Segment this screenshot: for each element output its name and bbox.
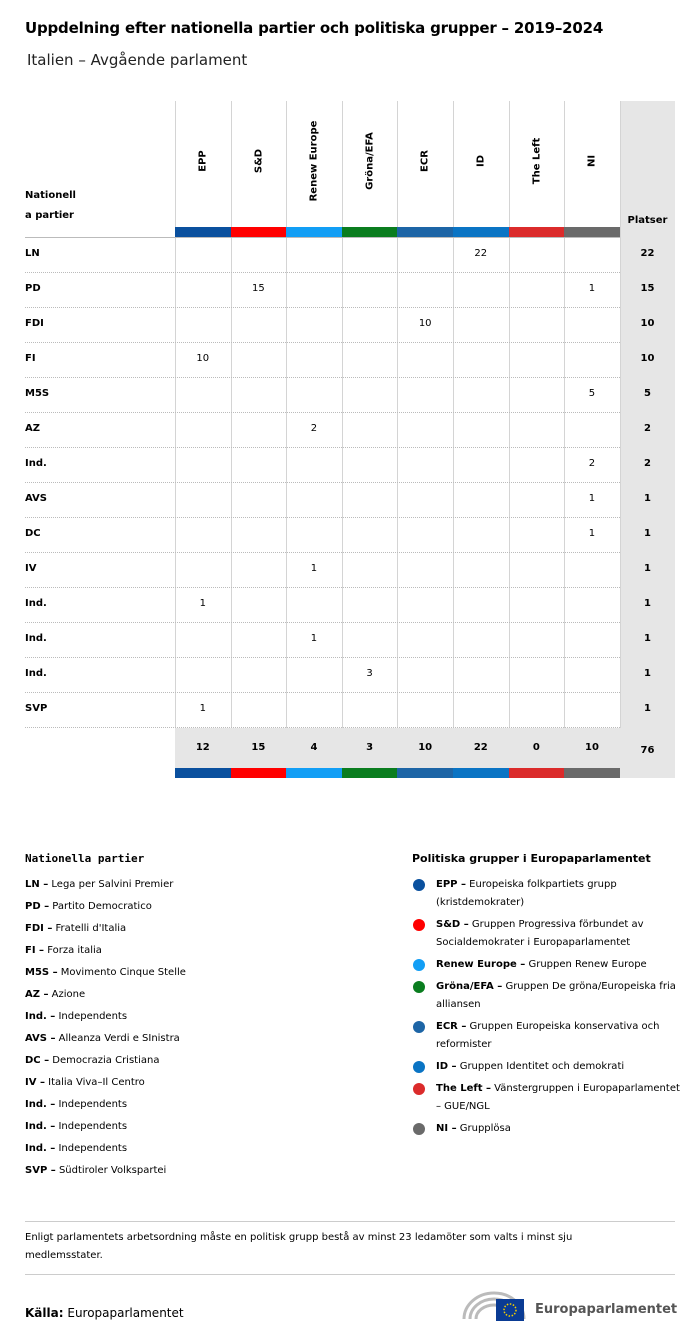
table-cell-value: 10	[196, 353, 210, 364]
row-divider	[25, 727, 620, 728]
group-legend-item	[412, 1080, 682, 1116]
table-cell-value: 1	[199, 598, 206, 609]
legend-name: Fratelli d'Italia	[52, 923, 127, 934]
group-color-bar	[397, 227, 453, 237]
legend-abbr: PD –	[25, 901, 50, 912]
group-color-bar	[509, 768, 565, 778]
legend-abbr: AZ –	[25, 989, 49, 1000]
legend-abbr: DC –	[25, 1055, 50, 1066]
group-header	[286, 101, 342, 226]
group-color-bar	[286, 227, 342, 237]
group-header-label: ECR	[419, 150, 431, 172]
group-header	[397, 101, 453, 226]
row-party-label: M5S	[25, 388, 50, 399]
table-cell-value: 2	[588, 458, 596, 469]
row-total: 1	[644, 703, 651, 714]
row-header: Nationella partier	[25, 190, 76, 221]
national-legend-item	[25, 989, 385, 1011]
national-legend-item	[25, 967, 385, 989]
legend-abbr: EPP –	[436, 879, 466, 890]
legend-abbr: Gröna/EFA –	[436, 981, 503, 992]
column-total: 15	[251, 742, 266, 753]
group-color-bar	[175, 768, 231, 778]
legend-name: Lega per Salvini Premier	[48, 879, 174, 890]
legend-abbr: IV –	[25, 1077, 45, 1088]
group-color-dot	[413, 1123, 425, 1135]
source	[25, 1306, 184, 1320]
table-cell-value: 5	[588, 388, 596, 399]
row-party-label: Ind.	[25, 598, 47, 609]
row-divider	[25, 552, 620, 553]
group-color-dot	[413, 919, 425, 931]
legend-name: Italia Viva–Il Centro	[44, 1077, 145, 1088]
row-party-label: Ind.	[25, 668, 47, 679]
row-total: 2	[644, 458, 651, 469]
group-color-bar	[286, 768, 342, 778]
row-party-label: SVP	[25, 703, 48, 714]
row-divider	[25, 482, 620, 483]
chart-subtitle: Italien – Avgående parlament	[27, 51, 248, 69]
column-total: 0	[532, 742, 540, 753]
row-party-label: FDI	[25, 318, 44, 329]
row-divider	[25, 412, 620, 413]
legend-name: Europeiska folkpartiets grupp (kristdemokrater)	[436, 879, 617, 908]
group-legend-item	[412, 1058, 682, 1076]
group-legend-item	[412, 1018, 682, 1054]
row-party-label: FI	[25, 353, 36, 364]
column-total: 10	[418, 742, 433, 753]
legend-abbr: S&D –	[436, 919, 469, 930]
row-divider	[25, 447, 620, 448]
group-color-dot	[413, 1083, 425, 1095]
row-divider	[25, 692, 620, 693]
group-color-dot	[413, 1061, 425, 1073]
total-header: Platser	[627, 215, 668, 226]
legend-abbr: Ind. –	[25, 1143, 56, 1154]
legend-abbr: FI –	[25, 945, 45, 956]
row-divider	[25, 587, 620, 588]
group-color-bar	[397, 768, 453, 778]
hemicycle-icon	[460, 1285, 530, 1325]
header-rule	[25, 237, 620, 238]
group-legend-item	[412, 1120, 682, 1138]
divider	[25, 1274, 675, 1275]
legend-name: Partito Democratico	[49, 901, 152, 912]
row-divider	[25, 622, 620, 623]
group-color-bar	[175, 227, 231, 237]
column-total: 22	[473, 742, 488, 753]
table-cell-value: 2	[310, 423, 318, 434]
group-legend-item	[412, 978, 682, 1014]
group-color-dot	[413, 959, 425, 971]
row-total: 10	[640, 353, 655, 364]
national-legend	[25, 879, 385, 1187]
legend-name: Independents	[55, 1099, 128, 1110]
group-color-dot	[413, 879, 425, 891]
row-total: 5	[644, 388, 651, 399]
legend-abbr: Ind. –	[25, 1121, 56, 1132]
row-total: 1	[644, 668, 651, 679]
row-total: 1	[644, 528, 651, 539]
legend-name: Democrazia Cristiana	[49, 1055, 160, 1066]
legend-abbr: AVS –	[25, 1033, 56, 1044]
legend-name: Gruppen Identitet och demokrati	[456, 1061, 625, 1072]
group-color-bar	[564, 227, 620, 237]
group-color-dot	[413, 1021, 425, 1033]
row-party-label: Ind.	[25, 458, 47, 469]
row-total: 1	[644, 493, 651, 504]
table-cell-value: 1	[588, 528, 596, 539]
legend-name: Gruppen Europeiska konservativa och reformister	[436, 1021, 660, 1050]
group-legend-item	[412, 876, 682, 912]
row-total: 10	[640, 318, 655, 329]
national-legend-item	[25, 1077, 385, 1099]
table-cell-value: 15	[252, 283, 265, 294]
national-legend-item	[25, 901, 385, 923]
group-header-label: The Left	[531, 137, 543, 185]
legend-name: Alleanza Verdi e SInistra	[55, 1033, 180, 1044]
ep-logo	[460, 1285, 680, 1325]
group-header	[342, 101, 398, 226]
row-divider	[25, 657, 620, 658]
group-color-bar	[231, 768, 287, 778]
ep-logo-text: Europaparlamentet	[535, 1302, 678, 1317]
group-color-bar	[342, 768, 398, 778]
group-header	[453, 101, 509, 226]
grand-total: 76	[640, 745, 655, 756]
table-cell-value: 1	[310, 633, 318, 644]
row-divider	[25, 377, 620, 378]
divider	[25, 1221, 675, 1222]
group-color-bar	[342, 227, 398, 237]
column-total: 3	[366, 742, 374, 753]
group-header	[231, 101, 287, 226]
row-total: 15	[640, 283, 655, 294]
national-legend-item	[25, 1055, 385, 1077]
legend-name: Azione	[48, 989, 86, 1000]
legend-abbr: FDI –	[25, 923, 53, 934]
row-party-label: AZ	[25, 423, 40, 434]
table-cell-value: 22	[474, 248, 488, 259]
legend-name: Grupplösa	[456, 1123, 511, 1134]
legend-name: Independents	[55, 1143, 128, 1154]
groups-legend	[412, 876, 682, 1142]
group-color-bar	[453, 227, 509, 237]
row-divider	[25, 342, 620, 343]
legend-abbr: Ind. –	[25, 1011, 56, 1022]
row-party-label: Ind.	[25, 633, 47, 644]
national-legend-item	[25, 945, 385, 967]
row-divider	[25, 517, 620, 518]
table-cell-value: 1	[310, 563, 318, 574]
legend-abbr: SVP –	[25, 1165, 56, 1176]
group-header-label: Gröna/EFA	[364, 132, 376, 190]
national-legend-item	[25, 1143, 385, 1165]
column-total: 12	[195, 742, 210, 753]
row-divider	[25, 307, 620, 308]
row-party-label: LN	[25, 248, 40, 259]
source-value: Europaparlamentet	[67, 1306, 184, 1320]
group-header	[564, 101, 620, 226]
national-legend-item	[25, 879, 385, 901]
national-legend-title: Nationella partier	[25, 852, 145, 865]
row-party-label: IV	[25, 563, 37, 574]
legend-name: Forza italia	[44, 945, 102, 956]
legend-name: Independents	[55, 1011, 128, 1022]
row-total: 2	[644, 423, 651, 434]
group-legend-item	[412, 956, 682, 974]
legend-name: Gruppen Progressiva förbundet av Socialdemokrater i Europaparlamentet	[436, 919, 644, 948]
legend-abbr: Ind. –	[25, 1099, 56, 1110]
national-legend-item	[25, 1011, 385, 1033]
footnote: Enligt parlamentets arbetsordning måste en politisk grupp bestå av minst 23 ledamöter som valts i minst sju medlemsstater.	[25, 1232, 573, 1261]
row-party-label: AVS	[25, 493, 48, 504]
national-legend-item	[25, 1099, 385, 1121]
groups-legend-title: Politiska grupper i Europaparlamentet	[412, 852, 651, 865]
group-color-bar	[509, 227, 565, 237]
group-header-label: Renew Europe	[308, 120, 320, 202]
group-header	[509, 101, 565, 226]
legend-abbr: The Left –	[436, 1083, 491, 1094]
row-divider	[25, 272, 620, 273]
row-total: 1	[644, 598, 651, 609]
table-cell-value: 1	[588, 493, 596, 504]
legend-name: Independents	[55, 1121, 128, 1132]
legend-name: Gruppen De gröna/Europeiska fria alliansen	[436, 981, 676, 1010]
group-color-bar	[231, 227, 287, 237]
table-cell-value: 1	[199, 703, 206, 714]
legend-name: Gruppen Renew Europe	[525, 959, 647, 970]
national-legend-item	[25, 1033, 385, 1055]
source-label: Källa:	[25, 1306, 64, 1320]
row-total: 1	[644, 633, 651, 644]
row-total: 22	[640, 248, 655, 259]
group-header-label: ID	[475, 154, 487, 168]
group-color-bar	[564, 768, 620, 778]
group-color-bar	[453, 768, 509, 778]
national-legend-item	[25, 1121, 385, 1143]
legend-abbr: ID –	[436, 1061, 457, 1072]
group-header-label: EPP	[197, 150, 209, 172]
legend-abbr: LN –	[25, 879, 49, 890]
legend-name: Movimento Cinque Stelle	[57, 967, 186, 978]
table-cell-value: 3	[366, 668, 373, 679]
legend-abbr: Renew Europe –	[436, 959, 526, 970]
row-party-label: PD	[25, 283, 41, 294]
legend-abbr: ECR –	[436, 1021, 467, 1032]
national-legend-item	[25, 923, 385, 945]
group-color-dot	[413, 981, 425, 993]
table-cell-value: 1	[588, 283, 596, 294]
legend-name: Südtiroler Volkspartei	[55, 1165, 167, 1176]
column-total: 4	[310, 742, 318, 753]
group-header-label: NI	[586, 154, 598, 168]
row-party-label: DC	[25, 528, 41, 539]
legend-abbr: NI –	[436, 1123, 457, 1134]
legend-abbr: M5S –	[25, 967, 58, 978]
column-total: 10	[585, 742, 599, 753]
group-header	[175, 101, 231, 226]
chart-title: Uppdelning efter nationella partier och politiska grupper – 2019–2024	[25, 19, 604, 37]
legend-name: Vänstergruppen i Europaparlamentet – GUE/NGL	[436, 1083, 680, 1112]
table-cell-value: 10	[418, 318, 432, 329]
group-legend-item	[412, 916, 682, 952]
group-header-label: S&D	[253, 148, 265, 174]
national-legend-item	[25, 1165, 385, 1187]
row-total: 1	[644, 563, 651, 574]
